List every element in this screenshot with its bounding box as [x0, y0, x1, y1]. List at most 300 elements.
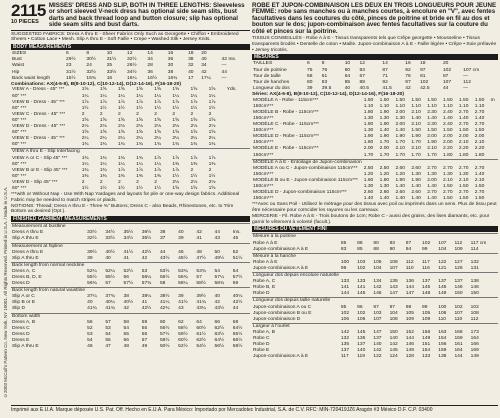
table-cell: 55½	[87, 275, 97, 281]
table-cell: 41	[123, 255, 129, 261]
table-cell: 99	[340, 265, 347, 271]
table-cell: 1.90	[379, 109, 390, 115]
table-cell: 83	[359, 67, 365, 73]
table-cell: 154	[422, 348, 431, 354]
row-label: 60" ***	[12, 93, 27, 99]
table-cell: 1½	[99, 185, 107, 191]
table-cell: 68	[232, 319, 239, 325]
table-cell: 103	[357, 259, 366, 265]
table-cell: 164	[470, 335, 479, 341]
table-cell: 1¾	[136, 142, 143, 148]
table-cell: 1½	[136, 185, 143, 191]
table-cell: 116	[422, 265, 430, 271]
table-cell: 1⅜	[136, 173, 143, 179]
table-cell: 39	[178, 294, 184, 300]
table-cell: 1¾	[81, 167, 89, 173]
table-cell: 45½	[178, 255, 188, 261]
table-cell: 83	[321, 79, 328, 85]
table-cell: 137	[373, 335, 382, 341]
table-cell: 102	[357, 310, 366, 316]
table-cell: 1⅝	[172, 185, 180, 191]
table-cell: 2.60	[395, 190, 405, 196]
row-label: Tour de hanches	[253, 79, 290, 85]
table-cell: 20	[442, 61, 449, 67]
table-cell: 1.50	[458, 128, 469, 134]
table-cell: 1¼	[136, 93, 143, 99]
table-cell: 2	[99, 111, 103, 117]
table-row	[11, 313, 250, 320]
table-cell: 1.70	[411, 152, 421, 158]
table-cell: 62½	[214, 325, 225, 331]
table-cell: 65½	[232, 331, 243, 337]
table-cell	[372, 298, 388, 305]
table-cell: 83	[340, 246, 347, 252]
table-cell: Yds.	[226, 87, 237, 93]
table-cell: —	[463, 73, 469, 79]
table-cell: 2	[81, 111, 85, 117]
table-cell: 23	[66, 63, 72, 69]
table-cell: 41½	[123, 249, 134, 255]
table-cell: 2⅛	[117, 124, 125, 130]
table-row	[252, 159, 498, 166]
table-cell: 40.5	[359, 85, 370, 91]
table-cell: 2.00	[427, 177, 437, 183]
table-cell	[453, 323, 469, 330]
table-row	[252, 317, 498, 324]
table-cell: 53	[105, 325, 111, 331]
table-cell: 2.50	[363, 165, 374, 171]
table-cell: 1⅞	[136, 167, 143, 173]
table-cell: 93	[389, 240, 396, 246]
table-cell: 34½	[123, 236, 134, 242]
table-cell: 34½	[127, 69, 137, 75]
table-cell: 2	[81, 179, 85, 185]
table-cell: 15½	[66, 75, 76, 81]
row-label: Dress D	[12, 331, 30, 337]
table-cell: 1⅜	[190, 161, 198, 167]
row-label: Dress A, B	[12, 319, 36, 325]
table-cell: 1½	[190, 105, 198, 111]
row-label: Jupon-combinaison B ou E	[253, 310, 312, 316]
table-cell: 32½	[86, 69, 96, 75]
table-cell: 28	[147, 63, 153, 69]
table-cell: 58	[159, 281, 166, 287]
table-cell: 99	[422, 246, 428, 252]
table-cell: 1⅝	[81, 130, 89, 136]
table-cell: 87	[382, 67, 388, 73]
row-label: Back length from natural waistline	[12, 288, 86, 294]
english-column	[11, 3, 250, 350]
table-cell: 53	[87, 331, 93, 337]
table-cell: 132	[340, 335, 350, 341]
table-cell: 40	[201, 57, 207, 63]
table-cell: 1.40	[474, 115, 485, 121]
table-cell: 169	[470, 348, 479, 354]
table-cell: 1.50	[363, 97, 374, 103]
table-cell: 1.10	[474, 103, 485, 109]
table-cell: 39½	[87, 249, 97, 255]
table-cell: 151	[422, 342, 431, 348]
table-cell: 1.40	[427, 184, 437, 189]
table-cell	[86, 243, 104, 250]
row-label: VIEW A or C - Slip 45" ***	[12, 155, 68, 161]
table-cell: 1.90	[379, 122, 390, 128]
row-label: Slip A thru E	[12, 344, 39, 350]
table-cell: 14	[382, 61, 388, 67]
table-cell: 1.60	[363, 140, 374, 146]
table-cell: 147	[405, 291, 414, 297]
table-cell: 1.10	[458, 103, 469, 109]
table-cell: 2.70	[443, 190, 453, 196]
table-cell: 1¼	[99, 161, 107, 167]
table-cell: 52½	[123, 268, 134, 274]
table-cell: 2.70	[427, 165, 437, 171]
table-row	[252, 234, 498, 241]
table-cell: 2.60	[363, 190, 374, 196]
table-cell	[159, 313, 177, 320]
series: Séries: AX(4-6-8), B(8-10-12), C(10-12-14), D(12-14-16), F(16-18-20)	[252, 91, 405, 97]
table-cell: —	[221, 75, 227, 81]
table-cell: 1⅝	[154, 130, 161, 136]
table-cell: 44	[232, 306, 239, 312]
row-label: VIEW D - Dress - 45" ***	[12, 124, 66, 130]
table-cell: 1.50	[474, 128, 485, 134]
table-cell: 2.10	[474, 177, 485, 183]
table-cell: 57	[105, 281, 111, 287]
table-cell: 48	[196, 249, 202, 255]
table-cell: 107	[389, 265, 398, 271]
table-cell	[474, 159, 490, 166]
table-cell: 31½	[66, 69, 76, 75]
table-cell: 96	[357, 304, 363, 310]
row-label: Largeur à l'ourlet	[252, 323, 340, 330]
table-cell: 1⅞	[154, 167, 161, 173]
table-cell: 1.90	[395, 134, 405, 140]
table-cell: 127	[454, 259, 463, 265]
table-cell: 1½	[208, 105, 216, 111]
row-label: 150cm***	[253, 196, 274, 202]
table-cell: 2.10	[458, 177, 469, 183]
table-cell: 88	[359, 79, 365, 85]
table-cell: 2	[190, 111, 194, 117]
table-cell: 100	[438, 304, 447, 310]
table-row	[11, 142, 250, 149]
table-cell: 147	[389, 291, 398, 297]
table-cell: 1⅞	[99, 99, 107, 105]
row-label: Measurement at bustline	[11, 224, 86, 231]
table-cell: 110	[438, 316, 447, 322]
table-cell	[421, 298, 437, 305]
table-cell: 2⅛	[208, 179, 216, 185]
table-cell: 2.70	[474, 122, 485, 128]
row-label: Robe D	[253, 291, 270, 297]
table-cell: 152	[405, 329, 414, 335]
row-label: VIEW C - Dress - 45" ***	[12, 111, 66, 117]
table-cell: 1⅝	[99, 117, 107, 123]
table-cell: 17¼	[201, 75, 211, 81]
table-row	[11, 281, 250, 288]
table-cell: 1.70	[411, 140, 421, 146]
table-cell: 41	[141, 300, 148, 306]
table-cell: 56¾	[178, 275, 188, 281]
table-cell: 50	[214, 249, 220, 255]
table-cell: 1⅞	[190, 99, 198, 105]
table-cell: 55½	[105, 275, 115, 281]
table-cell: 1⅝	[99, 130, 107, 136]
table-cell: 117 cm	[470, 240, 487, 246]
table-cell: 40	[214, 294, 220, 300]
table-cell: 119	[357, 354, 365, 360]
table-cell	[232, 243, 250, 250]
table-cell: 1.40	[458, 115, 469, 121]
table-cell: 102	[454, 304, 463, 310]
row-label: MODÈLE D - Jupon-combinaison 115cm***	[253, 190, 347, 196]
table-cell: 1.60	[363, 177, 374, 183]
table-cell	[99, 149, 117, 156]
table-cell: 1½	[81, 185, 89, 191]
table-cell: 105	[422, 310, 431, 316]
table-cell: 57¼	[214, 275, 225, 281]
table-row	[11, 236, 250, 243]
table-cell: 2¼	[154, 136, 161, 142]
row-label: 60" ***	[12, 142, 27, 148]
table-cell: 1⅞	[81, 99, 89, 105]
table-cell: 92	[405, 67, 411, 73]
row-label: Jupon-combinaison A à E	[253, 354, 309, 360]
table-cell: 2.20	[458, 146, 469, 152]
table-cell: Ins.	[232, 230, 241, 236]
table-cell: 2.00	[395, 109, 405, 115]
table-cell: 2⅛	[172, 179, 180, 185]
table-cell: 1½	[136, 105, 143, 111]
table-cell: 42	[214, 300, 220, 306]
table-cell	[421, 253, 437, 260]
table-cell: 1⅝	[117, 130, 125, 136]
table-cell: 1¼	[208, 93, 216, 99]
table-cell	[453, 253, 469, 260]
table-cell	[86, 262, 104, 269]
row-label: Mesure à la poitrine	[252, 234, 340, 241]
table-cell: 6	[307, 61, 310, 67]
table-cell: 1⅞	[208, 99, 216, 105]
table-cell: 104	[373, 265, 382, 271]
table-cell: 161	[454, 342, 463, 348]
pattern-title: MISSES' DRESS AND SLIP, BOTH IN THREE LENGTHS: Sleeveless or short sleeved V-neck dress has optional side seam slits, bust darts and back thread loop and button closure; slip has optional side seam slits and bust darts.	[48, 2, 245, 29]
table-cell: 30½	[86, 57, 96, 63]
table-cell: 1.80	[458, 152, 469, 158]
table-cell: 132	[470, 259, 479, 265]
table-row	[252, 153, 498, 160]
table-cell: 110	[405, 265, 414, 271]
yardage-table	[11, 87, 250, 192]
mercerie: MERCERIE - Fil. Robe A à E - Trois boutons de 1cm; Robe C - aussi des grains, des lises diamants, etc. pour garnir le vêtement à volonté (facult.).	[252, 213, 490, 225]
table-cell: 41¾	[105, 306, 115, 312]
table-cell: 146	[454, 285, 463, 291]
table-cell: 1.50	[411, 97, 421, 103]
table-cell: 2.00	[443, 140, 453, 146]
table-cell	[394, 159, 410, 166]
table-cell: 97	[373, 304, 379, 310]
table-cell: 1¼	[154, 161, 161, 167]
table-cell: 2	[154, 111, 157, 117]
table-cell: 57½	[123, 281, 134, 287]
row-label: VIEW B - Dress - 45" ***	[12, 99, 65, 105]
table-cell: 149	[438, 291, 447, 297]
table-cell: 1.40	[411, 115, 421, 121]
table-cell: 138	[470, 279, 479, 285]
table-cell: 148	[422, 291, 431, 297]
table-cell: 144	[340, 291, 350, 297]
table-cell: 1.90	[411, 134, 421, 140]
table-cell: 2⅛	[172, 124, 180, 130]
table-cell	[135, 149, 153, 156]
table-cell: 1¾	[117, 155, 125, 161]
table-cell: 51½	[232, 255, 243, 261]
table-cell: 52¼	[87, 268, 97, 274]
row-label: Hip	[12, 69, 20, 75]
table-cell: 1.80	[363, 122, 374, 128]
table-cell: 121	[438, 265, 447, 271]
table-cell: 15¾	[86, 75, 96, 81]
table-cell: 1.10	[443, 103, 453, 109]
table-cell: 94	[405, 246, 412, 252]
row-label: Slip A thru E	[12, 236, 39, 242]
table-cell: 38	[123, 294, 129, 300]
table-cell: 66½	[232, 337, 243, 343]
table-cell: 122	[438, 259, 447, 265]
table-cell: 2.70	[458, 109, 469, 115]
row-label: Slip A thru E	[12, 255, 39, 261]
table-cell: 1½	[99, 105, 107, 111]
table-cell	[123, 243, 141, 250]
table-cell: 1.50	[458, 97, 469, 103]
table-cell: 108	[470, 310, 479, 316]
table-cell: 2¼	[81, 136, 89, 142]
table-cell: 85	[357, 246, 363, 252]
notions: NOTIONS: Thread; Dress A thru E - Three ⅜" Buttons; Dress C - also Beads, Rhinestones, etc. to Trim Bottom as desired (Opt.).	[11, 203, 234, 215]
table-cell: 1.30	[379, 184, 390, 189]
table-cell: 128	[405, 354, 414, 360]
table-cell: 2.10	[443, 177, 453, 183]
table-cell: 1.80	[474, 152, 485, 158]
table-cell: 149	[422, 335, 431, 341]
table-cell: 71	[382, 73, 388, 79]
table-cell: 102	[442, 67, 452, 73]
table-cell: 1⅞	[154, 155, 161, 161]
table-cell: 42¾	[159, 306, 170, 312]
table-cell: 159	[454, 335, 463, 341]
table-cell: 2⅛	[190, 124, 198, 130]
table-cell: 1⅞	[117, 167, 125, 173]
combinations: Combinations: AX(4-6-8), B(8-10-12), C(10-12-14), D(12-14-16), F(16-18-20)	[11, 81, 181, 87]
table-cell: 57	[196, 275, 202, 281]
table-cell: 2.20	[474, 146, 485, 152]
table-cell: 38¼	[141, 294, 152, 300]
table-cell: 58	[123, 319, 129, 325]
table-cell	[363, 159, 379, 166]
table-cell: 1⅝	[136, 130, 143, 136]
table-cell: 133	[340, 279, 350, 285]
row-label: VIEW A - Dress - 45" ***	[12, 87, 65, 93]
table-cell: 2.70	[443, 165, 453, 171]
table-cell	[226, 149, 250, 156]
table-cell	[104, 262, 122, 269]
table-cell: 106	[357, 316, 366, 322]
table-cell: 126	[454, 265, 463, 271]
table-cell: 1⅞	[190, 155, 198, 161]
table-cell: 88	[357, 240, 363, 246]
table-cell: 142	[373, 285, 382, 291]
body-measurements-table	[11, 51, 250, 81]
row-label: Robe D	[253, 342, 270, 348]
table-cell: 1⅝	[208, 87, 216, 93]
table-cell: 144	[405, 285, 414, 291]
table-cell	[232, 262, 250, 269]
table-cell: 55	[141, 325, 148, 331]
table-cell	[490, 153, 498, 160]
table-cell: 35½	[123, 230, 134, 236]
table-cell: 1⅝	[172, 117, 180, 123]
table-cell: 1.50	[474, 184, 485, 189]
table-cell: 8	[321, 61, 325, 67]
table-cell: 2.10	[458, 140, 469, 146]
table-cell: 1¾	[117, 142, 125, 148]
table-cell: 1½	[117, 105, 125, 111]
table-cell: 1¾	[99, 167, 107, 173]
row-label: Robe B, E	[253, 285, 276, 291]
table-cell: 2.10	[411, 109, 421, 115]
table-cell: 56	[141, 331, 148, 337]
row-label: MODÈLE C - Robe - 115cm***	[253, 122, 319, 128]
table-cell: 2.60	[411, 190, 421, 196]
table-cell: 135	[389, 279, 398, 285]
row-label: Back length from normal neckline	[12, 262, 85, 268]
table-cell	[195, 262, 213, 269]
row-label: Bottom width	[11, 313, 86, 320]
table-cell: 34	[147, 57, 153, 63]
table-cell: 42½	[232, 300, 243, 306]
table-cell: 2.00	[363, 146, 374, 152]
table-row	[252, 247, 498, 254]
row-label: 60" ***	[12, 185, 27, 191]
table-cell: 1¼	[136, 161, 143, 167]
table-cell: 32½	[127, 57, 137, 63]
table-cell: 62	[178, 319, 184, 325]
table-cell: 53¾	[178, 268, 188, 274]
table-cell: 2	[99, 179, 103, 185]
table-cell: 137	[357, 342, 366, 348]
table-cell	[195, 243, 213, 250]
table-cell: 1.50	[443, 184, 453, 189]
row-label: Robe C	[253, 335, 270, 341]
side-copyright: ©2003 McCall's Pattern Co. New York, NY 10001. All Rights Reserved. Printed in U.S.A. / Made in U.S.A.	[3, 186, 8, 398]
table-cell: 163	[438, 329, 447, 335]
table-cell: 43¼	[196, 306, 206, 312]
table-cell: 17	[188, 75, 194, 81]
table-cell: 1.40	[411, 184, 421, 189]
table-cell: 42	[123, 306, 129, 312]
table-cell: 1⅝	[190, 87, 198, 93]
table-cell: m	[490, 97, 495, 103]
row-label: Robe E	[253, 348, 270, 354]
table-cell: 39	[178, 236, 184, 242]
row-label: Slip B or E	[12, 300, 36, 306]
table-cell: 2	[154, 179, 157, 185]
table-cell: 1.40	[427, 196, 437, 202]
table-cell: 85	[340, 240, 347, 246]
table-cell: 1.50	[443, 196, 453, 202]
table-cell: 2⅛	[208, 124, 216, 130]
